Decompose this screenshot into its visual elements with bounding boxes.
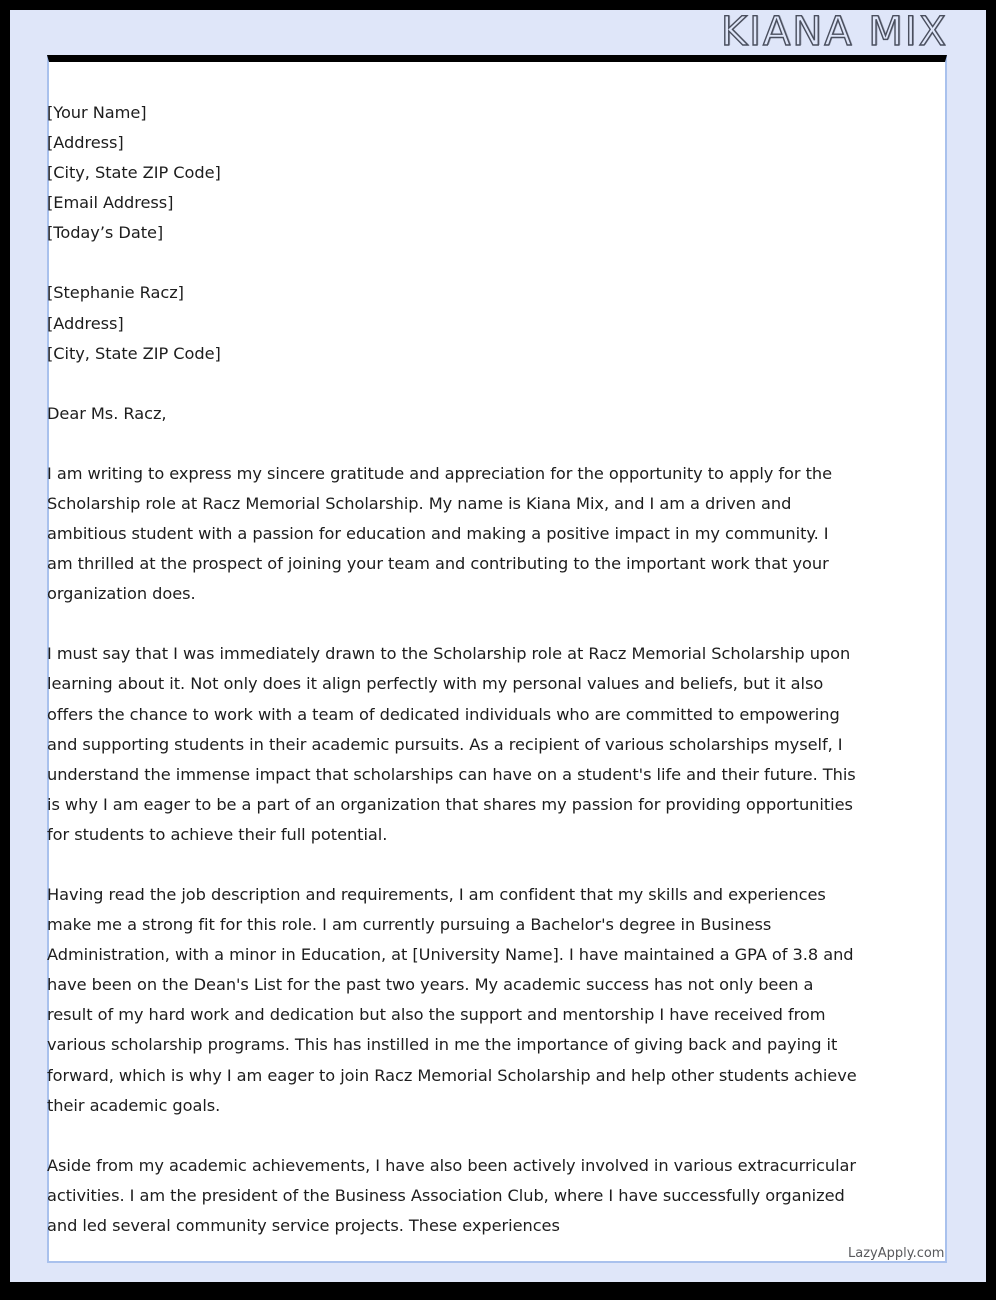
- recipient-line: [City, State ZIP Code]: [47, 343, 221, 363]
- letter-paragraph: I must say that I was immediately drawn to the Scholarship role at Racz Memorial Scholarship upon learning about it. Not only does it align perfectly with my personal values and beliefs, but it also offers the chance to work with a team of dedicated individuals who are committed to empowering and supporting students in their academic pursuits. As a recipient of various scholarships myself, I understand the immense impact that scholarships can have on a student's life and their future. This is why I am eager to be a part of an organization that shares my passion for providing opportunities for students to achieve their full potential.: [47, 644, 856, 844]
- letter-paragraph: Having read the job description and requirements, I am confident that my skills and experiences make me a strong fit for this role. I am currently pursuing a Bachelor's degree in Business Administration, with a minor in Education, at [University Name]. I have maintained a GPA of 3.8 and have been on the Dean's List for the past two years. My academic success has not only been a result of my hard work and dedication but also the support and mentorship I have received from various scholarship programs. This has instilled in me the importance of giving back and paying it forward, which is why I am eager to join Racz Memorial Scholarship and help other students achieve their academic goals.: [47, 884, 857, 1115]
- letter-paragraph: Aside from my academic achievements, I have also been actively involved in various extracurricular activities. I am the president of the Business Association Club, where I have successfully organized and led several community service projects. These experiences: [47, 1155, 857, 1235]
- sender-line: [Email Address]: [47, 193, 174, 213]
- spacer: [47, 850, 859, 880]
- recipient-line: [Stephanie Racz]: [47, 283, 184, 303]
- spacer: [47, 609, 859, 639]
- recipient-line: [Address]: [47, 313, 124, 333]
- letter-paragraph: I am writing to express my sincere gratitude and appreciation for the opportunity to apply for the Scholarship role at Racz Memorial Scholarship. My name is Kiana Mix, and I am a driven and ambitious student with a passion for education and making a positive impact in my community. I am thrilled at the prospect of joining your team and contributing to the important work that your organization does.: [47, 463, 833, 604]
- spacer: [47, 429, 859, 459]
- spacer: [47, 1121, 859, 1151]
- letterhead-name: KIANA MIX: [720, 10, 948, 55]
- sender-line: [Address]: [47, 133, 124, 153]
- spacer: [47, 248, 859, 278]
- salutation: Dear Ms. Racz,: [47, 403, 167, 423]
- letterhead-header: [10, 10, 986, 55]
- recipient-address-block: [47, 278, 859, 368]
- sender-line: [Your Name]: [47, 103, 147, 122]
- sender-address-block: [47, 98, 859, 248]
- sender-line: [City, State ZIP Code]: [47, 163, 221, 183]
- sender-line: [Today’s Date]: [47, 223, 164, 243]
- letter-body: [47, 98, 859, 1241]
- watermark: LazyApply.com: [848, 1246, 945, 1261]
- spacer: [47, 369, 859, 399]
- document-background: [10, 10, 986, 1282]
